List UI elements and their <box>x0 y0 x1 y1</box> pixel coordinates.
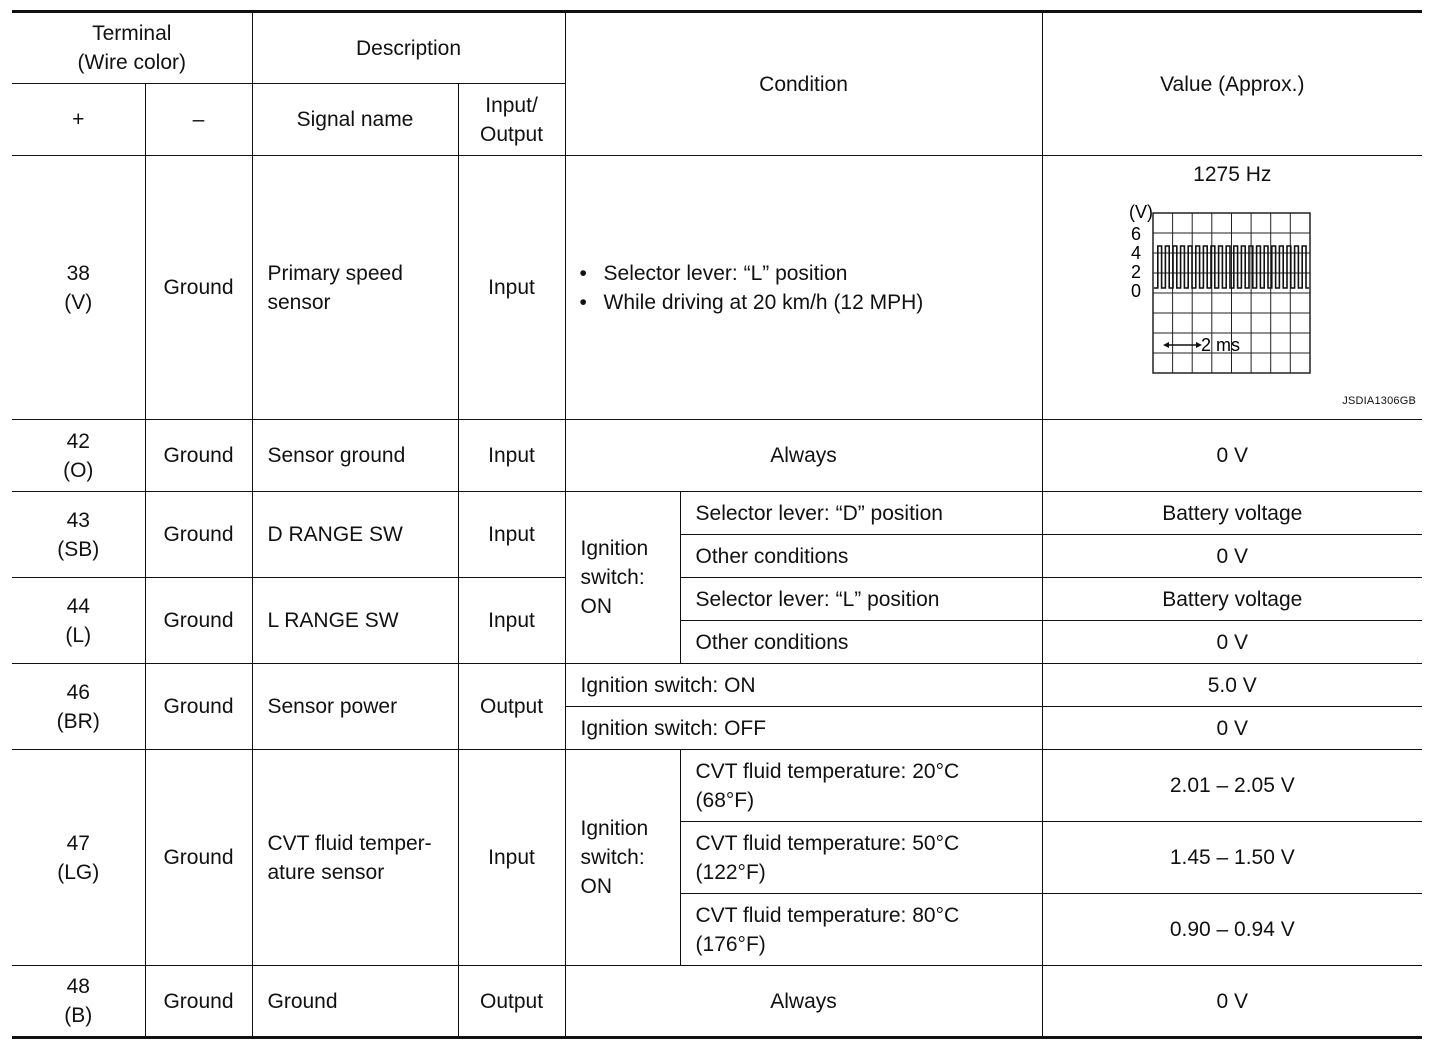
value-cell: 0 V <box>1042 621 1422 664</box>
terminal-cell: 47 (LG) <box>12 750 145 966</box>
condition-item: • While driving at 20 km/h (12 MPH) <box>580 288 1032 317</box>
value-cell: 1.45 – 1.50 V <box>1042 822 1422 894</box>
signal-name-cell: Sensor ground <box>252 420 458 492</box>
header-plus: + <box>12 84 145 156</box>
ground-cell: Ground <box>145 664 252 750</box>
sub-condition-cell: CVT fluid temperature: 20°C (68°F) <box>680 750 1042 822</box>
ground-cell: Ground <box>145 492 252 578</box>
terminal-cell: 43 (SB) <box>12 492 145 578</box>
io-cell: Input <box>458 420 565 492</box>
waveform-cell <box>1042 156 1422 420</box>
io-cell: Output <box>458 664 565 750</box>
io-cell: Input <box>458 750 565 966</box>
header-condition: Condition <box>565 12 1042 156</box>
value-cell: 2.01 – 2.05 V <box>1042 750 1422 822</box>
signal-name-cell: Ground <box>252 966 458 1038</box>
terminal-spec-table <box>12 10 1422 1039</box>
signal-name-cell: CVT fluid temper- ature sensor <box>252 750 458 966</box>
condition-cell <box>565 156 1042 420</box>
value-cell: Battery voltage <box>1042 578 1422 621</box>
table-row <box>12 966 1422 1038</box>
time-scale-arrow <box>1163 342 1202 348</box>
io-cell: Input <box>458 578 565 664</box>
table-row <box>12 750 1422 822</box>
ground-cell: Ground <box>145 750 252 966</box>
waveform-y-tick: 4 <box>1130 243 1141 263</box>
header-description: Description <box>252 12 565 84</box>
value-cell: 0 V <box>1042 420 1422 492</box>
ground-cell: Ground <box>145 966 252 1038</box>
header-signal-name: Signal name <box>252 84 458 156</box>
condition-cell: Ignition switch: ON <box>565 664 1042 707</box>
value-cell: 0 V <box>1042 966 1422 1038</box>
value-cell: 0 V <box>1042 707 1422 750</box>
sub-condition-cell: CVT fluid temperature: 80°C (176°F) <box>680 894 1042 966</box>
condition-cell: Always <box>565 420 1042 492</box>
condition-item: • Selector lever: “L” position <box>580 259 1032 288</box>
table-row <box>12 578 1422 621</box>
io-cell: Input <box>458 492 565 578</box>
terminal-cell: 48 (B) <box>12 966 145 1038</box>
table-row <box>12 156 1422 420</box>
ground-cell: Ground <box>145 156 252 420</box>
terminal-cell: 44 (L) <box>12 578 145 664</box>
ignition-switch-cell: Ignition switch: ON <box>565 750 680 966</box>
sub-condition-cell: Selector lever: “L” position <box>680 578 1042 621</box>
waveform-y-tick: 6 <box>1130 224 1141 244</box>
io-cell: Input <box>458 156 565 420</box>
waveform-y-tick: 2 <box>1130 262 1141 282</box>
table-row <box>12 664 1422 707</box>
header-value: Value (Approx.) <box>1042 12 1422 156</box>
figure-id: JSDIA1306GB <box>1342 395 1417 407</box>
value-cell: 5.0 V <box>1042 664 1422 707</box>
condition-list <box>576 259 1032 317</box>
table-row <box>12 420 1422 492</box>
ignition-switch-cell: Ignition switch: ON <box>565 492 680 664</box>
value-cell: 0.90 – 0.94 V <box>1042 894 1422 966</box>
signal-name-cell: L RANGE SW <box>252 578 458 664</box>
terminal-cell: 46 (BR) <box>12 664 145 750</box>
sub-condition-cell: Selector lever: “D” position <box>680 492 1042 535</box>
header-input-output: Input/ Output <box>458 84 565 156</box>
sub-condition-cell: Other conditions <box>680 621 1042 664</box>
sub-condition-cell: Other conditions <box>680 535 1042 578</box>
io-cell: Output <box>458 966 565 1038</box>
waveform-y-tick: 0 <box>1130 281 1141 301</box>
waveform-figure <box>1043 156 1423 419</box>
signal-name-cell: Primary speed sensor <box>252 156 458 420</box>
header-terminal: Terminal (Wire color) <box>12 12 252 84</box>
signal-name-cell: D RANGE SW <box>252 492 458 578</box>
oscilloscope-waveform <box>1043 156 1422 419</box>
value-cell: 0 V <box>1042 535 1422 578</box>
ground-cell: Ground <box>145 420 252 492</box>
value-cell: Battery voltage <box>1042 492 1422 535</box>
ground-cell: Ground <box>145 578 252 664</box>
signal-name-cell: Sensor power <box>252 664 458 750</box>
table-row <box>12 492 1422 535</box>
waveform-frequency: 1275 Hz <box>1193 163 1272 186</box>
condition-cell: Always <box>565 966 1042 1038</box>
waveform-unit: (V) <box>1128 202 1153 222</box>
sub-condition-cell: CVT fluid temperature: 50°C (122°F) <box>680 822 1042 894</box>
waveform-time-label: 2 ms <box>1200 335 1240 355</box>
terminal-cell: 42 (O) <box>12 420 145 492</box>
header-minus: – <box>145 84 252 156</box>
condition-cell: Ignition switch: OFF <box>565 707 1042 750</box>
terminal-cell: 38 (V) <box>12 156 145 420</box>
